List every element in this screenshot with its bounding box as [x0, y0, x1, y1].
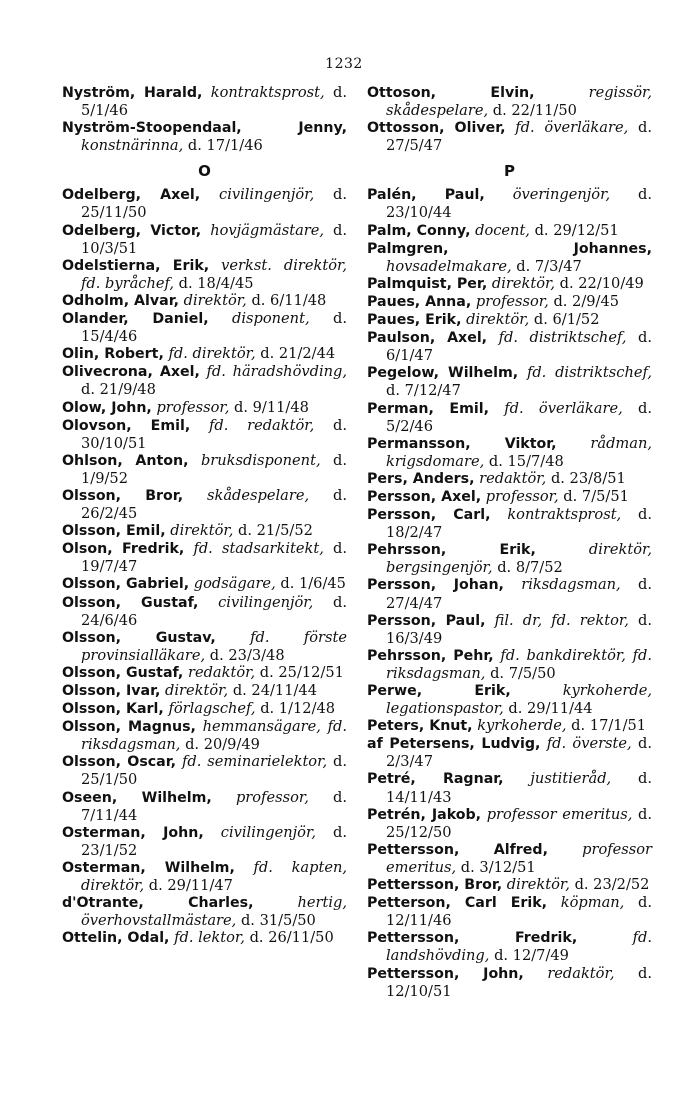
register-entry	[367, 612, 652, 647]
entry-death-date: d. 12/10/51	[386, 964, 652, 1000]
entry-death-date: d. 25/12/51	[259, 663, 344, 681]
entry-name: Olovson, Emil,	[62, 417, 191, 434]
entry-title: fd. direktör,	[168, 345, 256, 363]
register-entry	[367, 576, 652, 611]
entry-title: fd. distriktschef,	[498, 329, 627, 347]
entry-name: Palm, Conny,	[367, 222, 471, 239]
register-entry	[62, 345, 347, 363]
entry-death-date: d. 30/10/51	[81, 416, 348, 452]
register-entry	[367, 364, 652, 399]
entry-name: Olson, Fredrik,	[62, 541, 185, 558]
entry-title: fil. dr, fd. rektor,	[494, 611, 629, 629]
entry-title: verkst. direktör, fd. byråchef,	[81, 256, 347, 292]
entry-name: Palmquist, Per,	[367, 275, 488, 292]
entry-death-date: d. 18/4/45	[178, 274, 254, 292]
entry-title: fd. seminarielektor,	[181, 753, 328, 771]
entry-title: kontraktsprost,	[210, 84, 325, 101]
entry-title: fd. bankdirektör, fd. riksdagsman,	[386, 646, 653, 682]
entry-death-date: d. 6/11/48	[251, 291, 327, 309]
entry-title: fd. överläkare,	[504, 399, 623, 417]
register-entry	[367, 435, 652, 470]
entry-name: Pettersson, Alfred,	[367, 841, 548, 858]
entry-name: Olin, Robert,	[62, 346, 164, 363]
entry-title: fd. landshövding,	[386, 929, 653, 965]
entry-name: Perman, Emil,	[367, 400, 490, 417]
left-column-entries	[62, 84, 347, 154]
entry-name: Permansson, Viktor,	[367, 435, 557, 452]
entry-death-date: d. 1/9/52	[81, 451, 348, 487]
entry-death-date: d. 15/7/48	[488, 452, 564, 470]
register-entry	[367, 470, 652, 488]
entry-death-date: d. 25/11/50	[81, 186, 348, 222]
entry-name: Osterman, Wilhelm,	[62, 859, 235, 876]
register-entry	[62, 700, 347, 718]
entry-title: fd. stadsarkitekt,	[193, 540, 324, 558]
register-entry	[62, 417, 347, 452]
entry-death-date: d. 10/3/51	[81, 221, 348, 257]
entry-title: fd. överste,	[546, 735, 632, 753]
entry-title: överingenjör,	[512, 186, 611, 204]
entry-death-date: d. 2/9/45	[553, 292, 620, 310]
entry-name: Osterman, John,	[62, 824, 204, 841]
entry-title: redaktör,	[547, 964, 615, 982]
entry-title: direktör,	[170, 522, 234, 540]
register-entry	[62, 859, 347, 894]
entry-death-date: d. 7/12/47	[386, 382, 461, 400]
register-entry	[62, 718, 347, 753]
register-entry	[367, 488, 652, 506]
entry-death-date: d. 21/5/52	[238, 522, 313, 540]
register-entry	[367, 329, 652, 364]
register-entry	[367, 770, 652, 805]
entry-death-date: d. 8/7/52	[497, 559, 563, 577]
entry-title: redaktör,	[187, 663, 256, 681]
entry-death-date: d. 3/12/51	[460, 858, 536, 876]
entry-death-date: d. 12/7/49	[494, 947, 569, 965]
entry-death-date: d. 15/4/46	[81, 310, 347, 346]
register-entry	[367, 735, 652, 770]
entry-death-date: d. 27/4/47	[386, 576, 652, 612]
register-entry	[62, 452, 347, 487]
register-entry	[367, 400, 652, 435]
entry-title: direktör, bergsingenjör,	[386, 541, 652, 577]
entry-title: justitieråd,	[530, 770, 612, 788]
entry-title: direktör,	[165, 682, 229, 699]
entry-title: civilingenjör,	[220, 823, 316, 841]
entry-title: direktör,	[506, 876, 570, 894]
entry-title: redaktör,	[479, 469, 547, 487]
entry-name: Olsson, Karl,	[62, 701, 164, 718]
entry-name: Peters, Knut,	[367, 718, 473, 735]
register-entry	[367, 541, 652, 576]
register-entry	[367, 84, 652, 119]
entry-title: fd. förste provinsialläkare,	[81, 628, 347, 664]
entry-death-date: d. 27/5/47	[386, 119, 652, 155]
entry-title: civilingenjör,	[219, 186, 315, 204]
entry-name: Olsson, Gustaf,	[62, 594, 199, 611]
entry-title: fd. överläkare,	[515, 119, 629, 137]
entry-name: Pettersson, John,	[367, 965, 524, 982]
entry-death-date: d. 25/12/50	[386, 805, 652, 841]
entry-name: Pegelow, Wilhelm,	[367, 365, 519, 382]
entry-death-date: d. 1/6/45	[280, 575, 346, 593]
entry-name: Paulson, Axel,	[367, 330, 488, 347]
register-entry	[62, 575, 347, 593]
entry-death-date: d. 6/1/47	[386, 329, 653, 365]
entry-name: Ottelin, Odal,	[62, 930, 170, 947]
entry-death-date: d. 17/1/46	[187, 137, 263, 155]
entry-death-date: d. 1/12/48	[260, 700, 336, 718]
register-entry	[62, 363, 347, 398]
register-entry	[367, 647, 652, 682]
entry-title: bruksdisponent,	[200, 451, 321, 469]
register-entry	[62, 119, 347, 154]
entry-name: Pettersson, Bror,	[367, 877, 503, 894]
entry-name: Pers, Anders,	[367, 470, 475, 487]
entry-name: Olsson, Emil,	[62, 523, 166, 540]
entry-name: Petrén, Jakob,	[367, 806, 482, 823]
entry-name: Persson, Axel,	[367, 488, 482, 505]
register-entry	[367, 965, 652, 1000]
entry-title: professor,	[485, 487, 559, 505]
entry-death-date: d. 26/11/50	[249, 929, 334, 947]
entry-name: Olsson, Magnus,	[62, 719, 196, 736]
entry-name: Odelstierna, Erik,	[62, 257, 210, 274]
entry-death-date: d. 24/11/44	[232, 682, 317, 699]
right-column-entries	[367, 84, 652, 154]
entry-title: disponent,	[232, 310, 310, 328]
left-column	[62, 84, 347, 947]
register-entry	[62, 222, 347, 257]
entry-title: fd. redaktör,	[208, 416, 315, 434]
entry-name: Persson, Carl,	[367, 507, 491, 524]
register-entry	[62, 487, 347, 522]
register-entry	[367, 506, 652, 541]
entry-title: hertig, överhovstallmästare,	[81, 894, 348, 930]
register-entry	[62, 84, 347, 119]
register-entry	[62, 257, 347, 292]
entry-name: Olsson, Bror,	[62, 487, 184, 504]
entry-title: professor emeritus,	[386, 840, 653, 876]
entry-name: Pehrsson, Erik,	[367, 542, 536, 559]
entry-death-date: d. 12/11/46	[386, 894, 652, 930]
entry-name: Olsson, Gustaf,	[62, 664, 184, 681]
entry-title: hemmansägare, fd. riksdagsman,	[81, 718, 348, 754]
entry-death-date: d. 23/10/44	[386, 186, 653, 222]
entry-name: Olsson, Ivar,	[62, 683, 161, 699]
entry-title: förlagschef,	[168, 700, 256, 718]
entry-name: Ottosson, Oliver,	[367, 120, 506, 137]
entry-name: Persson, Johan,	[367, 577, 504, 594]
entry-death-date: d. 29/11/47	[148, 877, 233, 895]
entry-name: Olow, John,	[62, 399, 152, 416]
entry-name: Odelberg, Victor,	[62, 222, 202, 239]
section-p-entries	[367, 186, 652, 999]
entry-title: fd. häradshövding,	[206, 363, 348, 381]
register-entry	[62, 789, 347, 824]
entry-death-date: d. 21/9/48	[81, 381, 156, 399]
register-entry	[367, 806, 652, 841]
entry-title: fd. lektor,	[174, 929, 245, 947]
entry-name: Olsson, Gustav,	[62, 629, 216, 646]
entry-name: Olivecrona, Axel,	[62, 364, 200, 381]
entry-death-date: d. 19/7/47	[81, 540, 348, 576]
entry-title: direktör,	[466, 311, 530, 329]
entry-title: regissör, skådespelare,	[386, 84, 652, 120]
entry-death-date: d. 22/11/50	[492, 102, 577, 120]
register-entry	[367, 186, 652, 221]
register-entry	[367, 929, 652, 964]
register-entry	[367, 682, 652, 717]
entry-death-date: d. 29/11/44	[508, 700, 593, 718]
register-entry	[62, 929, 347, 947]
entry-death-date: d. 2/3/47	[386, 735, 652, 771]
entry-title: köpman,	[560, 894, 625, 912]
entry-name: af Petersens, Ludvig,	[367, 736, 541, 753]
register-entry	[367, 275, 652, 293]
section-o-entries	[62, 186, 347, 947]
entry-title: professor,	[475, 292, 549, 310]
entry-death-date: d. 5/2/46	[386, 399, 652, 435]
entry-death-date: d. 7/5/50	[490, 664, 556, 682]
entry-title: kyrkoherde,	[477, 717, 567, 735]
entry-name: Olsson, Gabriel,	[62, 576, 190, 593]
entry-death-date: d. 7/11/44	[81, 788, 347, 824]
right-column	[367, 84, 652, 1000]
entry-name: Olsson, Oscar,	[62, 754, 177, 771]
entry-title: rådman, krigsdomare,	[386, 434, 652, 470]
register-entry	[62, 682, 347, 700]
entry-title: konstnärinna,	[81, 137, 184, 155]
register-entry	[367, 119, 652, 154]
entry-death-date: d. 24/6/46	[81, 593, 348, 629]
section-letter-p: P	[504, 162, 515, 181]
entry-title: hovsadelmakare,	[386, 257, 512, 275]
entry-title: skådespelare,	[207, 486, 310, 504]
entry-name: Perwe, Erik,	[367, 683, 511, 699]
entry-death-date: d. 29/12/51	[534, 221, 619, 239]
entry-death-date: d. 22/10/49	[559, 274, 644, 292]
entry-death-date: d. 23/1/52	[81, 823, 348, 859]
register-entry	[367, 876, 652, 894]
entry-title: direktör,	[183, 291, 247, 309]
register-entry	[62, 399, 347, 417]
entry-death-date: d. 20/9/49	[185, 736, 260, 754]
page-number: 1232	[325, 56, 363, 72]
entry-title: riksdagsman,	[521, 576, 621, 594]
entry-death-date: d. 23/8/51	[550, 469, 626, 487]
entry-name: Olander, Daniel,	[62, 311, 209, 328]
entry-title: direktör,	[491, 274, 556, 292]
register-entry	[367, 717, 652, 735]
entry-death-date: d. 18/2/47	[386, 506, 653, 542]
entry-title: fd. kapten, direktör,	[81, 858, 348, 895]
entry-name: Persson, Paul,	[367, 612, 486, 629]
entry-title: hovjägmästare,	[210, 221, 325, 239]
register-entry	[62, 824, 347, 859]
register-entry	[367, 311, 652, 329]
entry-title: kontraktsprost,	[507, 506, 622, 524]
entry-name: Odholm, Alvar,	[62, 292, 180, 309]
register-entry	[367, 240, 652, 275]
entry-title: docent,	[475, 221, 530, 239]
entry-title: civilingenjör,	[218, 593, 314, 611]
entry-name: Odelberg, Axel,	[62, 187, 201, 204]
register-entry	[367, 293, 652, 311]
register-entry	[62, 310, 347, 345]
register-entry	[62, 629, 347, 664]
entry-title: godsägare,	[193, 575, 276, 593]
entry-name: Ottoson, Elvin,	[367, 85, 535, 101]
entry-death-date: d. 16/3/49	[386, 611, 653, 647]
entry-death-date: d. 21/2/44	[260, 345, 336, 363]
register-entry	[367, 222, 652, 240]
register-entry	[62, 186, 347, 221]
entry-death-date: d. 23/3/48	[209, 646, 285, 664]
entry-name: d'Otrante, Charles,	[62, 895, 254, 912]
entry-death-date: d. 9/11/48	[234, 398, 309, 416]
entry-death-date: d. 25/1/50	[81, 753, 348, 789]
entry-name: Pettersson, Fredrik,	[367, 930, 578, 947]
entry-name: Nyström-Stoopendaal, Jenny,	[62, 120, 347, 137]
entry-name: Oseen, Wilhelm,	[62, 789, 212, 806]
entry-death-date: d. 31/5/50	[240, 912, 316, 930]
entry-title: professor emeritus,	[486, 805, 633, 823]
entry-title: kyrkoherde, legationspastor,	[386, 682, 653, 718]
register-entry	[62, 753, 347, 788]
entry-title: fd. distriktschef,	[526, 364, 652, 382]
entry-title: professor,	[235, 788, 309, 806]
entry-name: Nyström, Harald,	[62, 85, 203, 101]
register-entry	[367, 841, 652, 876]
entry-title: professor,	[156, 398, 230, 416]
entry-death-date: d. 5/1/46	[81, 84, 348, 120]
entry-death-date: d. 6/1/52	[533, 311, 600, 329]
register-entry	[62, 894, 347, 929]
entry-death-date: d. 14/11/43	[386, 770, 652, 806]
entry-name: Petterson, Carl Erik,	[367, 895, 548, 912]
register-entry	[62, 522, 347, 540]
register-entry	[62, 540, 347, 575]
entry-name: Petré, Ragnar,	[367, 771, 504, 788]
entry-name: Paues, Erik,	[367, 312, 462, 329]
register-entry	[367, 894, 652, 929]
entry-name: Paues, Anna,	[367, 293, 472, 310]
register-entry	[62, 594, 347, 629]
entry-death-date: d. 7/5/51	[563, 487, 629, 505]
entry-name: Palmgren, Johannes,	[367, 240, 652, 257]
entry-death-date: d. 26/2/45	[81, 486, 348, 523]
register-entry	[62, 664, 347, 682]
register-entry	[62, 292, 347, 310]
section-letter-o: O	[198, 162, 211, 181]
entry-death-date: d. 23/2/52	[574, 876, 650, 894]
entry-name: Palén, Paul,	[367, 187, 485, 204]
entry-death-date: d. 7/3/47	[516, 257, 582, 275]
entry-name: Pehrsson, Pehr,	[367, 647, 494, 664]
entry-death-date: d. 17/1/51	[571, 717, 647, 735]
entry-name: Ohlson, Anton,	[62, 452, 189, 469]
